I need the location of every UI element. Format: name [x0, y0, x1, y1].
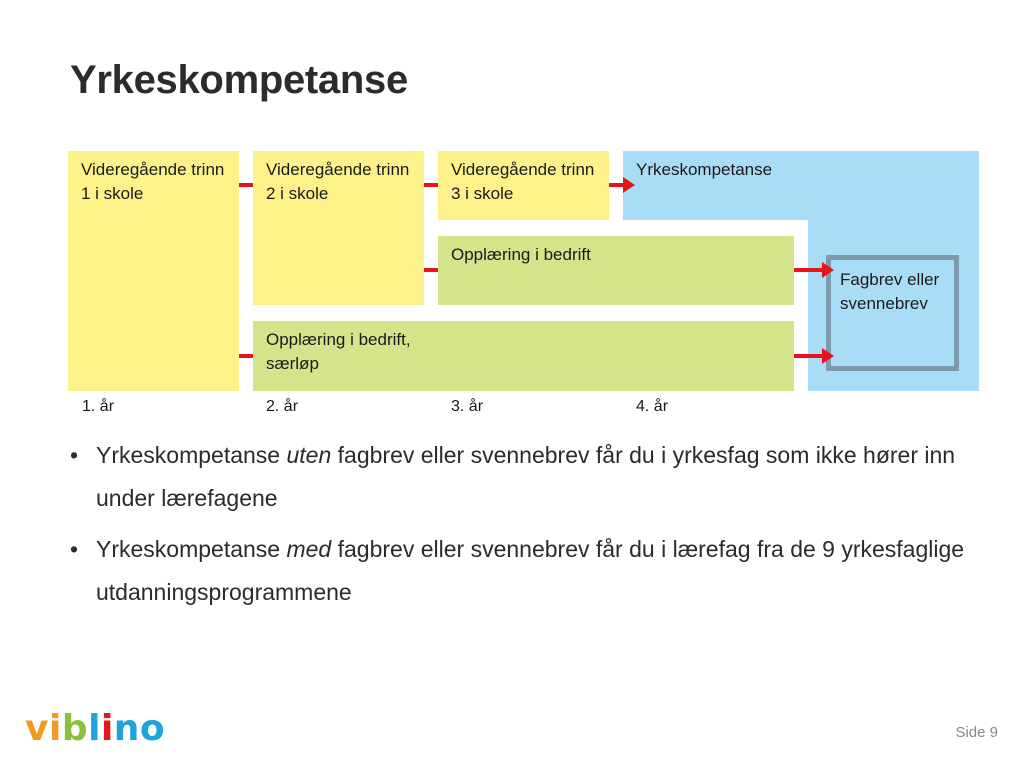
year-label-3: 3. år [451, 398, 484, 415]
page-number: Side 9 [955, 724, 998, 741]
logo-letter: n [113, 708, 140, 749]
arrow-to-yrkeskompetanse-icon [609, 175, 637, 195]
bullet-dot-icon: • [70, 442, 79, 468]
box-fagbrev-label: Fagbrev eller svennebrev [840, 270, 940, 313]
connector-2-3 [424, 183, 438, 187]
slide-title: Yrkeskompetanse [70, 58, 408, 102]
box-fagbrev [826, 255, 959, 371]
bullet-dot-icon: • [70, 536, 79, 562]
box-opplaering-bedrift: Opplæring i bedrift [438, 236, 794, 305]
bullet-item [70, 528, 970, 614]
logo-letter: b [61, 708, 89, 749]
bullet-emphasis: uten [286, 442, 332, 468]
logo-letter: o [139, 708, 166, 749]
bullet-text-before: Yrkeskompetanse [96, 442, 287, 468]
box-opplaering-saerlop [253, 321, 794, 391]
connector-1-saerlop [239, 354, 253, 358]
bullet-text-before: Yrkeskompetanse [96, 536, 287, 562]
arrow-to-fagbrev-2-icon [794, 346, 834, 366]
box-trinn-2: Videregående trinn 2 i skole [253, 151, 424, 305]
logo-letter: i [100, 708, 114, 749]
box-yrkeskompetanse: Yrkeskompetanse [636, 160, 773, 179]
bullet-text-after: fagbrev eller svennebrev får du i yrkesfag som ikke hører inn under lærefagene [96, 442, 956, 511]
year-label-4: 4. år [636, 398, 669, 415]
bullet-emphasis: med [286, 536, 332, 562]
arrow-to-fagbrev-1-icon [794, 260, 834, 280]
bullet-list [70, 434, 970, 622]
box-opplaering-saerlop-label: Opplæring i bedrift, særløp [266, 330, 411, 373]
box-trinn-3: Videregående trinn 3 i skole [438, 151, 609, 220]
connector-1-2 [239, 183, 253, 187]
bullet-item [70, 434, 970, 520]
box-trinn-1: Videregående trinn 1 i skole [68, 151, 239, 391]
logo-letter: v [25, 708, 49, 749]
viblino-logo [25, 708, 165, 749]
logo-letter: l [88, 708, 101, 749]
logo-letter: i [48, 708, 62, 749]
bullet-text-after: fagbrev eller svennebrev får du i lærefag fra de 9 yrkesfaglige utdanningsprogrammene [96, 536, 965, 605]
connector-2-bedrift [424, 268, 438, 272]
year-label-1: 1. år [82, 398, 115, 415]
year-label-2: 2. år [266, 398, 299, 415]
